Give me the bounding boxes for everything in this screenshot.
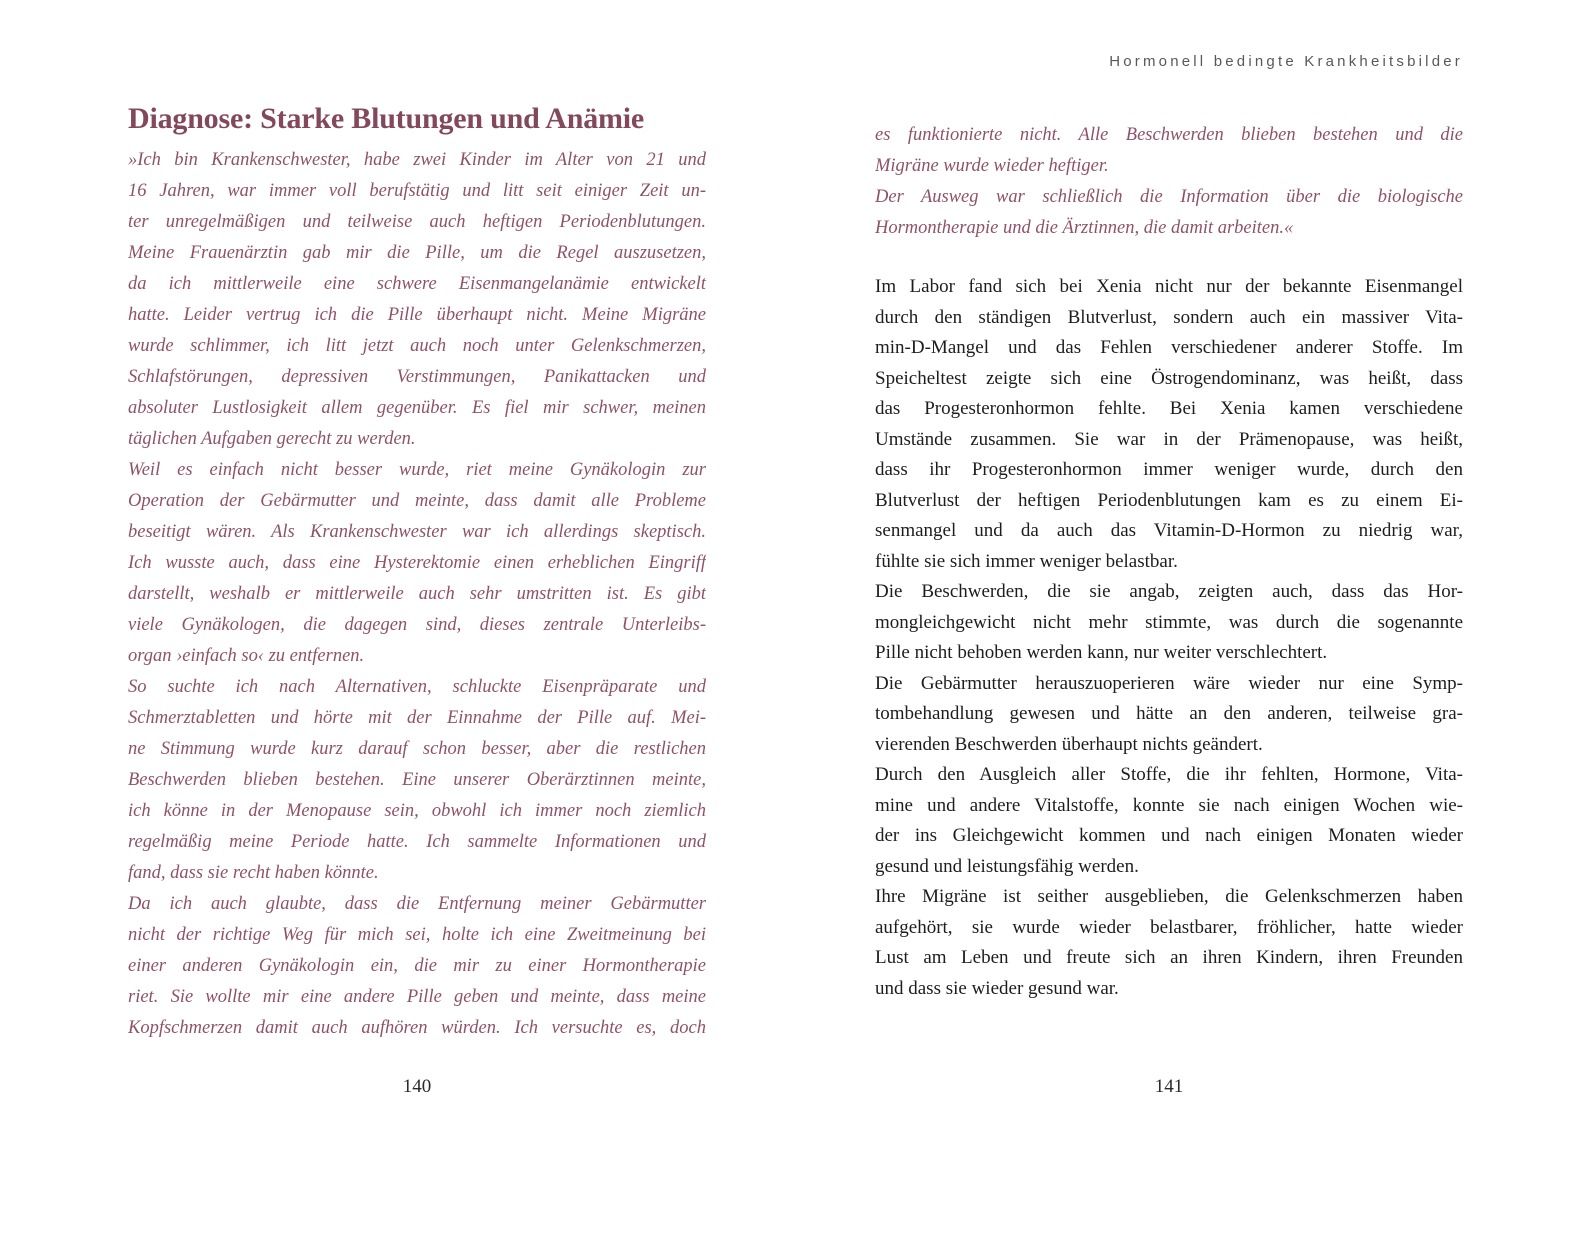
text-line: Meine Frauenärztin gab mir die Pille, um die Regel auszusetzen,: [128, 243, 706, 263]
text-line: Blutverlust der heftigen Periodenblutungen kam es zu einem Ei-: [875, 489, 1463, 511]
text-line: täglichen Aufgaben gerecht zu werden.: [128, 429, 416, 449]
text-line: mongleichgewicht nicht mehr stimmte, was durch die sogenannte: [875, 611, 1463, 633]
text-line: da ich mittlerweile eine schwere Eisenmangelanämie entwickelt: [128, 274, 706, 294]
chapter-heading: Diagnose: Starke Blutungen und Anämie: [128, 102, 645, 135]
paragraph: [128, 145, 706, 455]
text-line: mine und andere Vitalstoffe, konnte sie nach einigen Wochen wie-: [875, 794, 1463, 816]
text-line: nicht der richtige Weg für mich sei, holte ich eine Zweitmeinung bei: [128, 925, 706, 945]
paragraph: [875, 760, 1463, 882]
text-line: min-D-Mangel und das Fehlen verschiedener anderer Stoffe. Im: [875, 337, 1463, 358]
text-line: das Progesteronhormon fehlte. Bei Xenia kamen verschiedene: [875, 398, 1463, 419]
text-line: fand, dass sie recht haben könnte.: [128, 863, 379, 883]
text-line: fühlte sie sich immer weniger belastbar.: [875, 550, 1178, 572]
text-line: Da ich auch glaubte, dass die Entfernung meiner Gebärmutter: [128, 894, 706, 914]
body-text: [875, 272, 1463, 1004]
text-line: Die Gebärmutter herauszuoperieren wäre wieder nur eine Symp-: [875, 672, 1463, 694]
text-line: hatte. Leider vertrug ich die Pille überhaupt nicht. Meine Migräne: [128, 305, 706, 325]
text-line: Ihre Migräne ist seither ausgeblieben, die Gelenkschmerzen haben: [875, 886, 1463, 907]
paragraph: [875, 669, 1463, 761]
text-line: Schmerztabletten und hörte mit der Einnahme der Pille auf. Mei-: [128, 708, 706, 728]
paragraph: [875, 182, 1463, 244]
text-line: Die Beschwerden, die sie angab, zeigten auch, dass das Hor-: [875, 581, 1463, 602]
text-line: organ ›einfach so‹ zu entfernen.: [128, 646, 365, 666]
text-line: darstellt, weshalb er mittlerweile auch sehr umstritten ist. Es gibt: [128, 584, 706, 604]
paragraph: [875, 577, 1463, 669]
text-line: einer anderen Gynäkologin ein, die mir zu einer Hormontherapie: [128, 956, 706, 976]
text-line: vierenden Beschwerden überhaupt nichts geändert.: [875, 733, 1263, 755]
paragraph: [875, 272, 1463, 577]
text-line: So suchte ich nach Alternativen, schluckte Eisenpräparate und: [128, 677, 706, 697]
patient-quote-right: [875, 120, 1463, 244]
text-line: regelmäßig meine Periode hatte. Ich sammelte Informationen und: [128, 832, 706, 852]
paragraph: [875, 882, 1463, 1004]
text-line: Kopfschmerzen damit auch aufhören würden. Ich versuchte es, doch: [128, 1018, 706, 1038]
text-line: viele Gynäkologen, die dagegen sind, dieses zentrale Unterleibs-: [128, 615, 706, 635]
text-line: senmangel und da auch das Vitamin-D-Hormon zu niedrig war,: [875, 520, 1463, 541]
text-line: Pille nicht behoben werden kann, nur weiter verschlechtert.: [875, 642, 1328, 663]
text-line: tombehandlung gewesen und hätte an den anderen, teilweise gra-: [875, 703, 1463, 724]
text-line: 16 Jahren, war immer voll berufstätig und litt seit einiger Zeit un-: [128, 181, 706, 201]
text-line: Operation der Gebärmutter und meinte, dass damit alle Probleme: [128, 491, 706, 511]
text-line: dass ihr Progesteronhormon immer weniger wurde, durch den: [875, 459, 1463, 480]
text-line: Ich wusste auch, dass eine Hysterektomie einen erheblichen Eingriff: [128, 553, 706, 573]
text-line: riet. Sie wollte mir eine andere Pille geben und meinte, dass meine: [128, 987, 706, 1007]
text-line: Schlafstörungen, depressiven Verstimmungen, Panikattacken und: [128, 367, 706, 387]
text-line: Weil es einfach nicht besser wurde, riet meine Gynäkologin zur: [128, 460, 706, 480]
text-line: beseitigt wären. Als Krankenschwester war ich allerdings skeptisch.: [128, 522, 706, 542]
page-number-right: 141: [1154, 1076, 1184, 1097]
text-line: Der Ausweg war schließlich die Information über die biologische: [875, 187, 1463, 207]
text-line: »Ich bin Krankenschwester, habe zwei Kinder im Alter von 21 und: [128, 150, 706, 170]
text-line: Lust am Leben und freute sich an ihren Kindern, ihren Freunden: [875, 947, 1463, 968]
paragraph: [128, 889, 706, 1044]
text-line: Speicheltest zeigte sich eine Östrogendominanz, was heißt, dass: [875, 367, 1463, 389]
page-number-left: 140: [402, 1076, 432, 1097]
running-header: Hormonell bedingte Krankheitsbilder: [1109, 53, 1463, 70]
text-line: wurde schlimmer, ich litt jetzt auch noch unter Gelenkschmerzen,: [128, 336, 706, 356]
text-line: Hormontherapie und die Ärztinnen, die damit arbeiten.«: [875, 218, 1294, 238]
text-line: Umstände zusammen. Sie war in der Prämenopause, was heißt,: [875, 428, 1463, 450]
paragraph: [875, 120, 1463, 182]
text-line: ich könne in der Menopause sein, obwohl ich immer noch ziemlich: [128, 801, 706, 821]
text-line: ter unregelmäßigen und teilweise auch heftigen Periodenblutungen.: [128, 212, 706, 232]
text-line: ne Stimmung wurde kurz darauf schon besser, aber die restlichen: [128, 739, 706, 759]
text-line: absoluter Lustlosigkeit allem gegenüber. Es fiel mir schwer, meinen: [128, 398, 706, 418]
text-line: Migräne wurde wieder heftiger.: [875, 156, 1109, 176]
text-line: es funktionierte nicht. Alle Beschwerden blieben bestehen und die: [875, 125, 1463, 145]
text-line: der ins Gleichgewicht kommen und nach einigen Monaten wieder: [875, 825, 1463, 846]
paragraph: [128, 455, 706, 672]
text-line: Durch den Ausgleich aller Stoffe, die ihr fehlten, Hormone, Vita-: [875, 764, 1463, 785]
paragraph: [128, 672, 706, 889]
text-line: Im Labor fand sich bei Xenia nicht nur der bekannte Eisenmangel: [875, 276, 1463, 297]
left-page: [128, 101, 706, 1044]
patient-quote-left: [128, 145, 706, 1044]
text-line: gesund und leistungsfähig werden.: [875, 855, 1139, 877]
text-line: durch den ständigen Blutverlust, sondern auch ein massiver Vita-: [875, 306, 1463, 328]
text-line: Beschwerden blieben bestehen. Eine unserer Oberärztinnen meinte,: [128, 770, 706, 790]
text-line: aufgehört, sie wurde wieder belastbarer, fröhlicher, hatte wieder: [875, 916, 1463, 938]
text-line: und dass sie wieder gesund war.: [875, 977, 1119, 999]
